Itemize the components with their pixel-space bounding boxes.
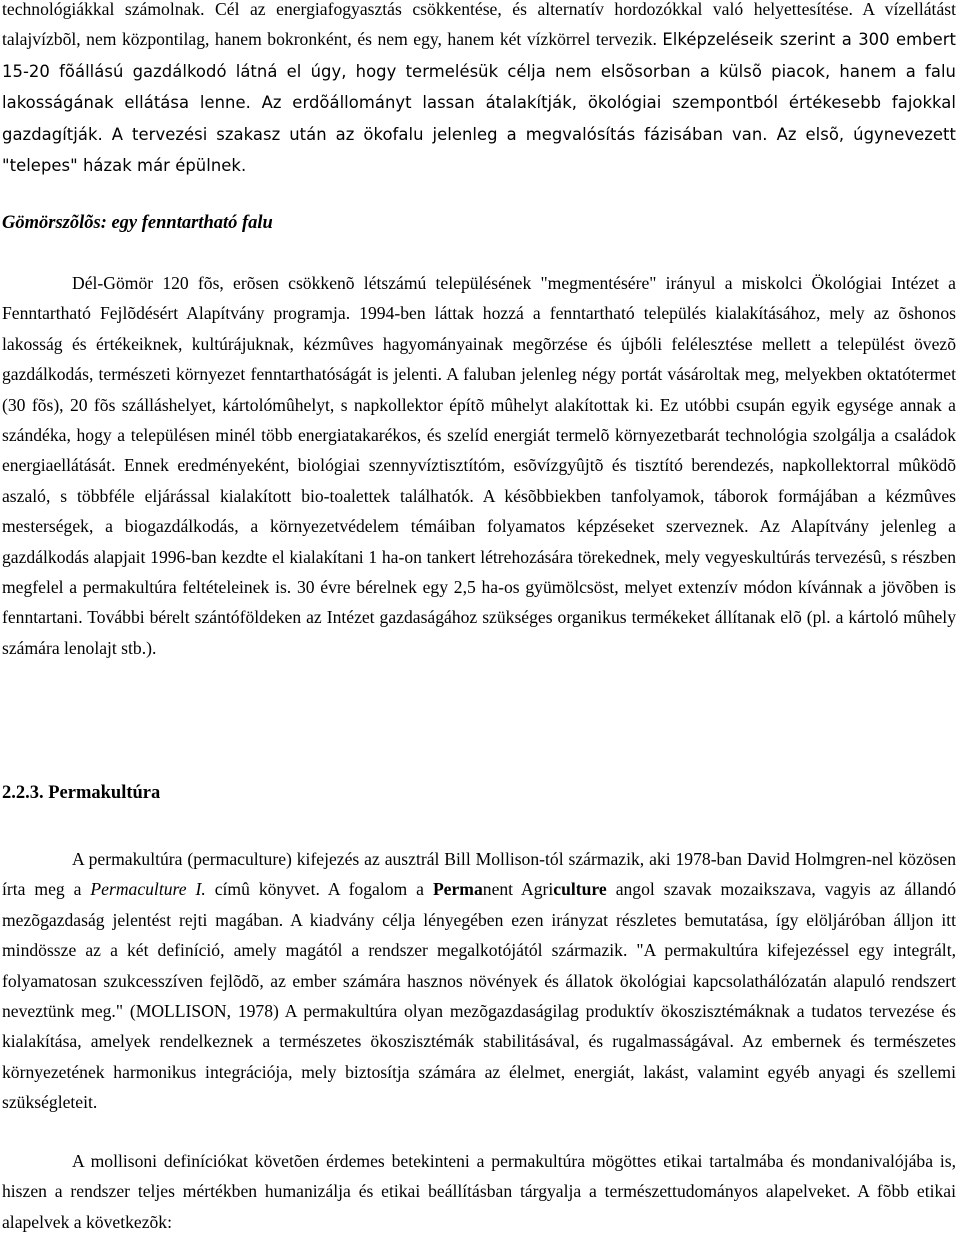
paragraph-gomorszolos: Dél-Gömör 120 fõs, erõsen csökkenõ létszámú településének "megmentésére" irányul a miskolci Ökológiai Intézet a Fenntartható Fejlõdésért Alapítvány programja. 1994-ben láttak hozzá a fenntartható település kialakításához, mely az õshonos lakosság és értékeiknek, kultúrájuknak, kézmûves hagyományainak megõrzése és újbóli felélesztése mellett a települést övezõ gazdálkodás, természeti környezet fenntarthatóságát is jelenti. A faluban jelenleg négy portát vásároltak meg, melyekben oktatótermet (30 fõs), 20 fõs szálláshelyet, kártolómûhelyt, s napkollektor építõ mûhelyt alakítottak ki. Ez utóbbi csupán egyik egysége annak a szándéka, hogy a településen minél több energiatakarékos, és szelíd energiát termelõ környezetbarát technológia szolgálja a családok energiaellátását. Ennek eredményeként, biológiai szennyvíztisztítóm, esõvízgyûjtõ és tisztító berendezés, napkollektorral mûködõ aszaló, s többféle eljárással kialakított bio-toalettek találhatók. A késõbbiekben tanfolyamok, táborok formájában a kézmûves mesterségek, a biogazdálkodás, a környezetvédelem témáiban folyamatos képzéseket szerveznek. Az Alapítvány jelenleg a gazdálkodás alapjait 1996-ban kezdte el kialakítani 1 ha-on tankert létrehozására törekednek, mely vegyeskultúrás tervezésû, s részben megfelel a permakultúra feltételeinek is. 30 évre bérelnek egy 2,5 ha-os gyümölcsöst, melyet extenzív módon kívánnak a jövõben is fenntartani. További bérelt szántóföldeken az Intézet gazdaságához szükséges organikus termékeket állítanak elõ (pl. a kártoló mûhely számára lenolajt stb.). — [2, 273, 956, 658]
section-heading-gomorszolos: Gömörszõlõs: egy fenntartható falu — [2, 213, 273, 233]
book-title: Permaculture I. — [90, 879, 206, 900]
permakultura-text-1: A permakultúra (permaculture) kifejezés az ausztrál Bill Mollison-tól származik, aki 1978-ban David Holmgren-nel közösen írta meg a — [2, 849, 956, 900]
term-culture: culture — [553, 879, 607, 900]
paragraph-ethics: A mollisoni definíciókat követõen érdemes betekinteni a permakultúra mögöttes etikai tartalmába és mondanivalójába is, hiszen a rendszer teljes mértékben humanizálja és etikai beállításban tárgyalja a természettudományos alapelveket. A fõbb etikai alapelvek a következõk: — [2, 1151, 956, 1232]
permakultura-text-3: nent Agri — [482, 879, 554, 900]
permakultura-text-2: címû könyvet. A fogalom a — [205, 879, 433, 900]
permakultura-text-4: angol szavak mozaikszava, vagyis az állandó mezõgazdaság jelentést rejti magában. A kiadvány célja lényegében ezen irányzat részletes bemutatása, így elöljáróban álljon itt mindössze az a két definíció, amely magától a rendszer megalkotójától származik. "A permakultúra kifejezéssel egy integrált, folyamatosan szukcesszíven fejlõdõ, az ember számára hasznos növények és állatok ökológiai kapcsolathálózatán alapuló rendszert neveztünk meg." (MOLLISON, 1978) A permakultúra olyan mezõgazdaságilag produktív ökoszisztémáknak a tudatos tervezése és kialakítása, amelyek rendelkeznek a természetes ökoszisztémák stabilitásával, és rugalmasságával. Az embernek és természetes környezetének harmonikus integrációja, mely biztosítja számára az élelmet, energiát, lakást, valamint egyéb anyagi és szellemi szükségleteit. — [2, 879, 957, 1113]
paragraph-intro — [2, 0, 956, 181]
term-perma: Perma — [432, 879, 483, 900]
section-heading-permakultura: 2.2.3. Permakultúra — [2, 783, 161, 803]
paragraph-permakultura — [2, 844, 956, 1118]
intro-text-serif: technológiákkal számolnak. Cél az energiafogyasztás csökkentése, és alternatív hordozókkal való helyettesítése. A vízellátást talajvízbõl, nem központilag, hanem bokronként, és nem egy, hanem két vízkörrel tervezik. — [2, 0, 956, 50]
intro-text-sans: Elképzeléseik szerint a 300 embert 15-20 fõállású gazdálkodó látná el úgy, hogy termelésük célja nem elsõsorban a külsõ piacok, hanem a falu lakosságának ellátása lenne. Az erdõállományt lassan átalakítják, ökológiai szempontból értékesebb fajokkal gazdagítják. A tervezési szakasz után az ökofalu jelenleg a megvalósítás fázisában van. Az elsõ, úgynevezett "telepes" házak már épülnek. — [2, 30, 957, 176]
